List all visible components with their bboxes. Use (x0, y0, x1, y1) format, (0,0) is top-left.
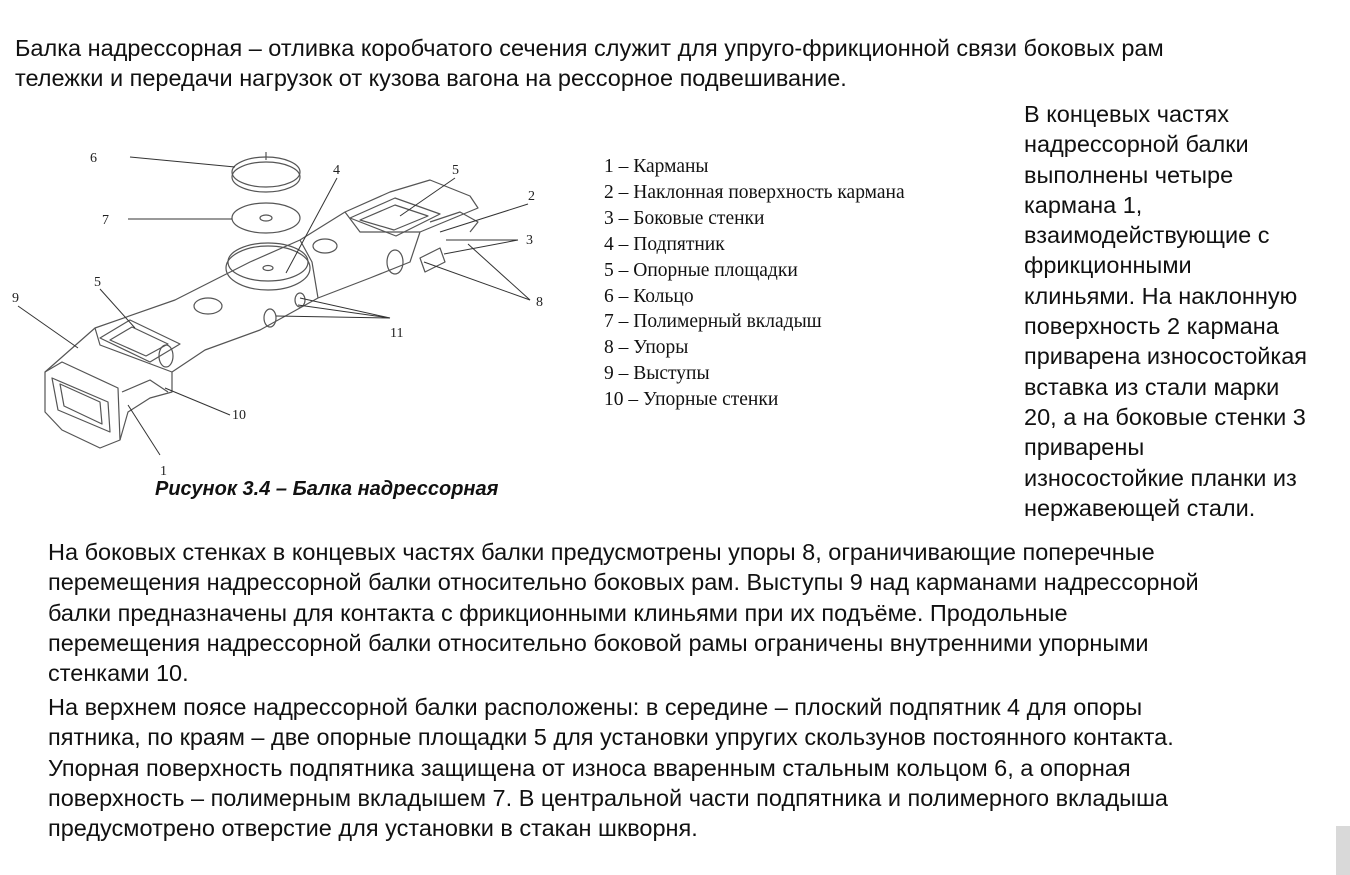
legend-item: 3 – Боковые стенки (604, 207, 765, 229)
body-paragraph-2 (48, 692, 1174, 843)
callout-label: 7 (102, 213, 109, 228)
text-line: Упорная поверхность подпятника защищена от износа вваренным стальным кольцом 6, а опорная (48, 754, 1131, 781)
text-line: пятника, по краям – две опорные площадки 5 для установки упругих скользунов постоянного контакта. (48, 724, 1174, 751)
callout-label: 5 (94, 275, 101, 290)
text-line: предусмотрено отверстие для установки в стакан шкворня. (48, 815, 698, 842)
text-line: перемещения надрессорной балки относительно боковой рамы ограничены внутренними упорными (48, 629, 1149, 656)
callout-label: 9 (12, 291, 19, 306)
callout-label: 5 (452, 163, 459, 178)
callout-label: 4 (333, 163, 340, 178)
callout-label: 2 (528, 189, 535, 204)
legend-item: 6 – Кольцо (604, 285, 694, 307)
scrollbar-thumb[interactable] (1336, 826, 1350, 875)
text-line: взаимодействующие с (1024, 222, 1270, 249)
callout-label: 10 (232, 408, 246, 423)
callout-label: 3 (526, 233, 533, 248)
text-line: На верхнем поясе надрессорной балки расположены: в середине – плоский подпятник 4 для опоры (48, 694, 1143, 720)
text-line: поверхность 2 кармана (1024, 313, 1279, 340)
text-line: вставка из стали марки (1024, 373, 1280, 400)
text-line: Балка надрессорная – отливка коробчатого сечения служит для упруго-фрикционной связи боковых рам (15, 35, 1164, 61)
callout-label: 1 (160, 464, 167, 479)
callout-label: 11 (390, 326, 404, 341)
text-line: В концевых частях (1024, 101, 1230, 127)
callout-label: 8 (536, 295, 543, 310)
text-line: стенками 10. (48, 660, 189, 687)
legend-item: 2 – Наклонная поверхность кармана (604, 181, 905, 203)
callout-label: 6 (90, 151, 97, 166)
text-line: износостойкие планки из (1024, 464, 1297, 491)
text-line: нержавеющей стали. (1024, 494, 1256, 521)
figure-legend (604, 154, 905, 413)
text-line: приварена износостойкая (1024, 343, 1307, 370)
figure-caption: Рисунок 3.4 – Балка надрессорная (155, 478, 499, 500)
legend-item: 7 – Полимерный вкладыш (604, 311, 822, 333)
text-line: кармана 1, (1024, 191, 1143, 218)
text-line: поверхность – полимерным вкладышем 7. В центральной части подпятника и полимерного вкладыша (48, 784, 1168, 811)
text-line: выполнены четыре (1024, 161, 1234, 188)
bolster-beam-figure (0, 130, 600, 480)
intro-paragraph (15, 33, 1164, 94)
text-line: приварены (1024, 434, 1145, 461)
text-line: фрикционными (1024, 252, 1192, 279)
text-line: перемещения надрессорной балки относительно боковых рам. Выступы 9 над карманами надрессорной (48, 569, 1199, 596)
body-paragraph-1 (48, 537, 1199, 688)
legend-item: 5 – Опорные площадки (604, 259, 798, 281)
text-line: На боковых стенках в концевых частях балки предусмотрены упоры 8, ограничивающие поперечные (48, 539, 1155, 565)
text-line: тележки и передачи нагрузок от кузова вагона на рессорное подвешивание. (15, 65, 847, 92)
legend-item: 1 – Карманы (604, 156, 709, 177)
text-line: клиньями. На наклонную (1024, 282, 1298, 309)
text-line: 20, а на боковые стенки 3 (1024, 403, 1306, 430)
text-line: надрессорной балки (1024, 131, 1249, 158)
legend-item: 8 – Упоры (604, 337, 689, 359)
side-paragraph (1024, 99, 1307, 523)
legend-item: 10 – Упорные стенки (604, 389, 779, 411)
text-line: балки предназначены для контакта с фрикционными клиньями при их подъёме. Продольные (48, 599, 1068, 626)
legend-item: 4 – Подпятник (604, 233, 725, 255)
legend-item: 9 – Выступы (604, 363, 710, 385)
